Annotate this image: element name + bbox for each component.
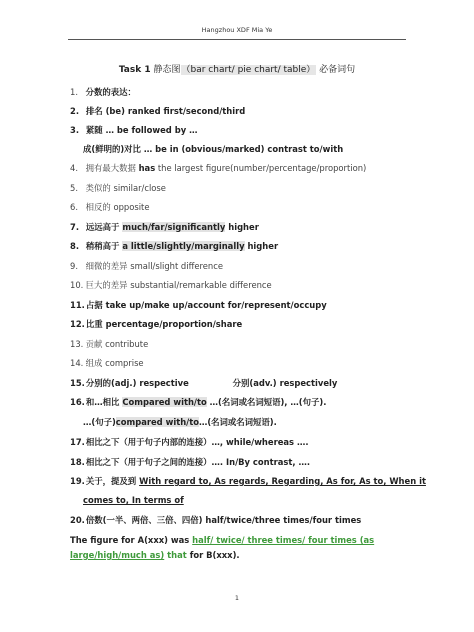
header-rule <box>68 39 406 40</box>
list-item-13: 13. 贡献 contribute <box>70 339 149 349</box>
list-item-5: 5. 类似的 similar/close <box>70 183 166 193</box>
list-item-6: 6. 相反的 opposite <box>70 202 150 212</box>
list-item-11: 11. 占据 take up/make up/account for/represent/occupy <box>70 300 327 310</box>
page-number: 1 <box>234 594 240 602</box>
example-sentence-line-2: large/high/much as) that for B(xxx). <box>70 550 240 560</box>
title-types: （bar chart/ pie chart/ table） <box>181 65 316 75</box>
list-item-2: 2. 排名 (be) ranked first/second/third <box>70 106 246 116</box>
list-item-1: 1. 分数的表达： <box>70 87 136 97</box>
list-item-16-alt: …(句子)compared with/to…(名词或名词短语). <box>83 417 277 427</box>
list-item-17: 17. 相比之下（用于句子内部的连接）…, while/whereas …. <box>70 437 309 447</box>
list-item-16: 16. 和…相比 Compared with/to …(名词或名词短语), …(句子). <box>70 397 327 407</box>
list-item-19-cont: comes to, In terms of <box>83 495 184 505</box>
list-item-9: 9. 细微的差异 small/slight difference <box>70 261 223 271</box>
list-item-7: 7. 远远高于 much/far/significantly higher <box>70 222 259 232</box>
list-item-8: 8. 稍稍高于 a little/slightly/marginally higher <box>70 241 279 251</box>
title-cn: 静态图 <box>153 65 181 75</box>
list-item-20: 20. 倍数(一半、两倍、三倍、四倍) half/twice/three times/four times <box>70 515 362 525</box>
title-prefix: Task 1 <box>118 65 151 75</box>
list-item-12: 12. 比重 percentage/proportion/share <box>70 319 243 329</box>
list-item-3: 3. 紧随 … be followed by … <box>70 125 198 135</box>
example-sentence-line-1: The figure for A(xxx) was half/ twice/ three times/ four times (as <box>70 535 375 545</box>
page-header: Hangzhou XDF Mia Ye <box>201 26 273 34</box>
list-item-14: 14. 组成 comprise <box>70 358 144 368</box>
list-item-18: 18. 相比之下（用于句子之间的连接）…. In/By contrast, …. <box>70 457 311 467</box>
list-item-15: 15. 分别的(adj.) respective 分别(adv.) respectively <box>70 378 338 388</box>
title-suffix: 必备词句 <box>319 65 356 75</box>
document-title <box>0 62 474 75</box>
list-item-19: 19. 关于，提及到 With regard to, As regards, Regarding, As for, As to, When it <box>70 476 426 486</box>
list-item-10: 10. 巨大的差异 substantial/remarkable difference <box>70 280 272 290</box>
list-item-3-contrast: 成(鲜明的)对比 … be in (obvious/marked) contrast to/with <box>83 144 344 154</box>
list-item-4: 4. 拥有最大数据 has the largest figure(number/percentage/proportion) <box>70 163 367 173</box>
